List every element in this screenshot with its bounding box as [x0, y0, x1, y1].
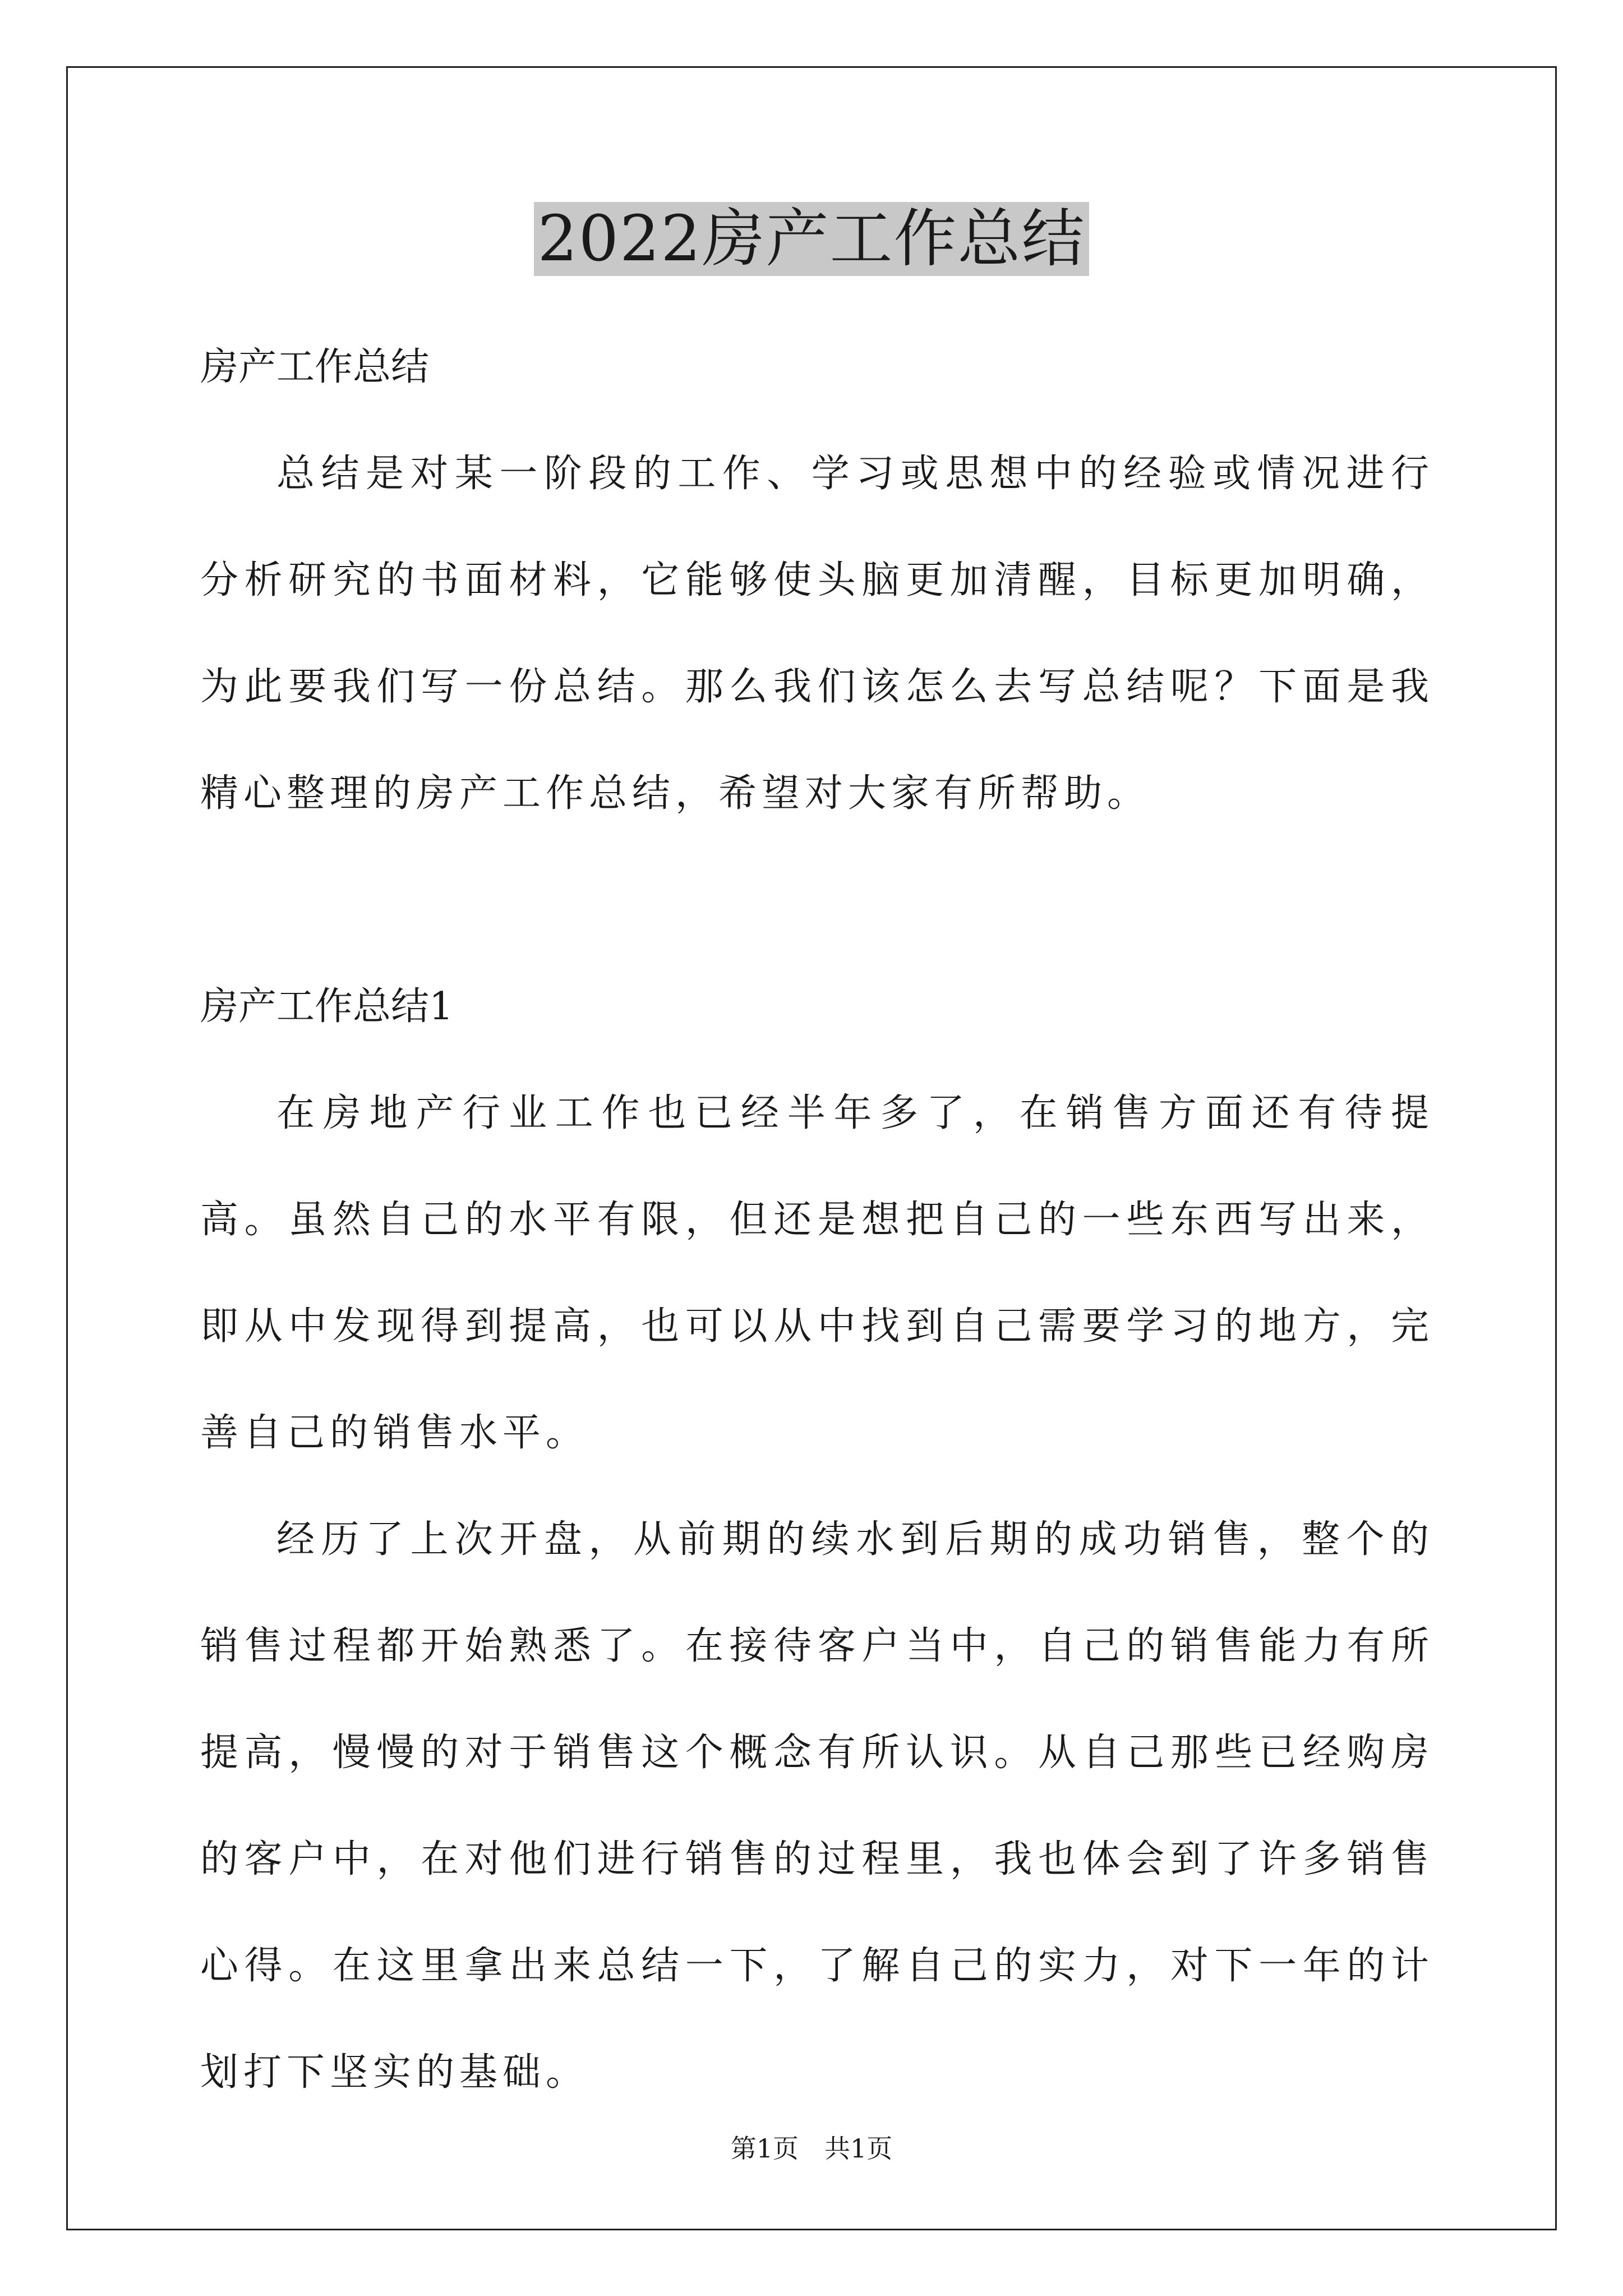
page-number: 第1页 共1页	[730, 2133, 893, 2164]
document-title: 2022房产工作总结	[534, 202, 1089, 276]
section1-heading: 房产工作总结1	[200, 984, 454, 1029]
section1-paragraph-1: 在房地产行业工作也已经半年多了，在销售方面还有待提高。虽然自己的水平有限，但还是想把自己的一些东西写出来，即从中发现得到提高，也可以从中找到自己需要学习的地方，完善自己的销售水平。	[200, 1091, 1434, 1455]
document-body	[200, 314, 1434, 2126]
intro-heading: 房产工作总结	[200, 345, 430, 389]
section1-paragraph-2: 经历了上次开盘，从前期的续水到后期的成功销售，整个的销售过程都开始熟悉了。在接待客户当中，自己的销售能力有所提高，慢慢的对于销售这个概念有所认识。从自己那些已经购房的客户中，在对他们进行销售的过程里，我也体会到了许多销售心得。在这里拿出来总结一下，了解自己的实力，对下一年的计划打下坚实的基础。	[200, 1517, 1434, 2095]
section-gap	[200, 847, 1434, 954]
title-area	[0, 202, 1623, 276]
page-footer	[0, 2132, 1623, 2165]
intro-paragraph: 总结是对某一阶段的工作、学习或思想中的经验或情况进行分析研究的书面材料，它能够使头脑更加清醒，目标更加明确，为此要我们写一份总结。那么我们该怎么去写总结呢？下面是我精心整理的房产工作总结，希望对大家有所帮助。	[200, 452, 1434, 816]
